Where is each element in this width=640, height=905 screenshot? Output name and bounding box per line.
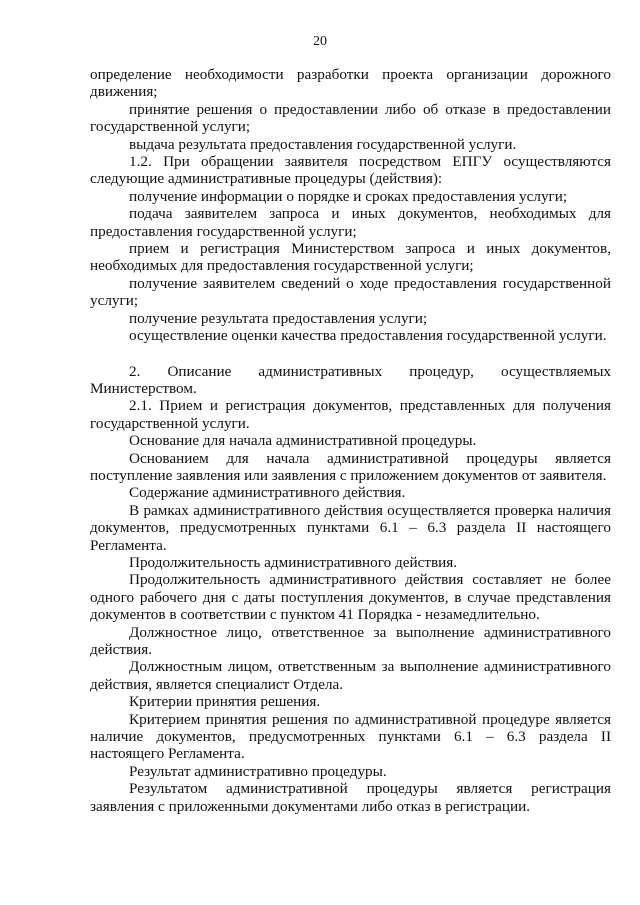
section-gap — [90, 345, 611, 363]
paragraph-3: выдача результата предоставления государственной услуги. — [129, 135, 517, 153]
paragraph-20: Должностным лицом, ответственным за выполнение административного действия, является специалист Отдела. — [90, 658, 611, 693]
paragraph-12: 2.1. Прием и регистрация документов, представленных для получения государственной услуги. — [90, 397, 611, 432]
paragraph-16: В рамках административного действия осуществляется проверка наличия документов, предусмотренных пунктами 6.1 – 6.3 раздела II настоящего Регламента. — [90, 501, 611, 554]
paragraph-6: подача заявителем запроса и иных документов, необходимых для предоставления государственной услуги; — [90, 205, 611, 240]
paragraph-13: Основание для начала административной процедуры. — [129, 432, 477, 450]
paragraph-14: Основанием для начала административной процедуры является поступление заявления или заявления с приложением документов от заявителя. — [90, 449, 611, 484]
paragraph-8: получение заявителем сведений о ходе предоставления государственной услуги; — [90, 274, 611, 310]
paragraph-15: Содержание административного действия. — [129, 484, 406, 502]
paragraph-1: определение необходимости разработки проекта организации дорожного движения; — [90, 66, 611, 101]
paragraph-17: Продолжительность административного действия. — [129, 553, 458, 571]
document-body — [90, 66, 611, 815]
paragraph-7: прием и регистрация Министерством запроса и иных документов, необходимых для предоставления государственной услуги; — [90, 240, 611, 275]
section-heading: 2. Описание административных процедур, осуществляемых Министерством. — [90, 362, 611, 397]
paragraph-21: Критерии принятия решения. — [129, 693, 321, 711]
paragraph-19: Должностное лицо, ответственное за выполнение административного действия. — [90, 623, 611, 658]
paragraph-5: получение информации о порядке и сроках предоставления услуги; — [129, 187, 568, 205]
page-number: 20 — [313, 34, 327, 49]
paragraph-4: 1.2. При обращении заявителя посредством ЕПГУ осуществляются следующие административные процедуры (действия): — [90, 153, 611, 188]
paragraph-10: осуществление оценки качества предоставления государственной услуги. — [129, 327, 607, 345]
paragraph-2: принятие решения о предоставлении либо об отказе в предоставлении государственной услуги; — [90, 100, 611, 136]
paragraph-18: Продолжительность административного действия составляет не более одного рабочего дня с даты поступления документов, в случае представления документов в соответствии с пунктом 41 Порядка - незамедлительно. — [90, 571, 611, 624]
paragraph-23: Результат административно процедуры. — [129, 762, 387, 780]
paragraph-9: получение результата предоставления услуги; — [129, 309, 428, 327]
paragraph-24: Результатом административной процедуры является регистрация заявления с приложенными документами либо отказ в регистрации. — [90, 780, 611, 815]
paragraph-22: Критерием принятия решения по административной процедуре является наличие документов, предусмотренных пунктами 6.1 – 6.3 раздела II настоящего Регламента. — [90, 710, 611, 763]
